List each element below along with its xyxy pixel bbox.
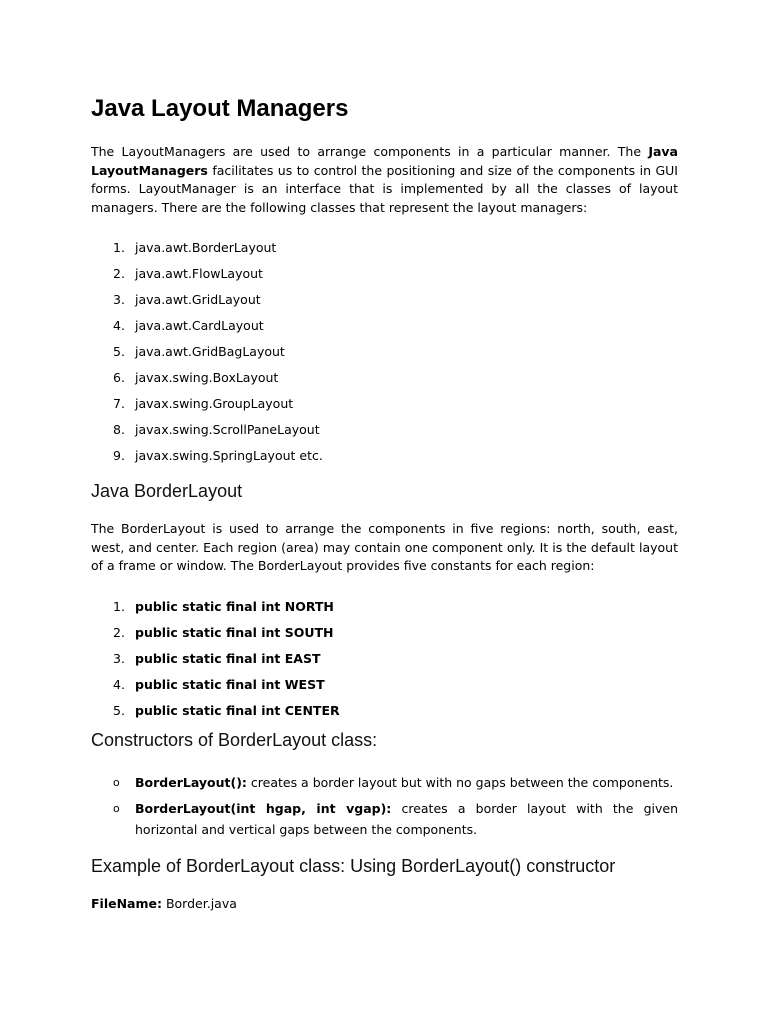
page-title: Java Layout Managers [91,95,349,122]
list-item: 7. javax.swing.GroupLayout [113,396,294,411]
border-layout-heading: Java BorderLayout [91,481,243,501]
constructors-list [91,772,678,840]
intro-text-1: The LayoutManagers are used to arrange components in a particular manner. The [91,144,649,159]
constructors-heading: Constructors of BorderLayout class: [91,729,378,750]
document-content [91,93,678,913]
list-item: 9. javax.swing.SpringLayout etc. [113,448,323,463]
list-item: 6. javax.swing.BoxLayout [113,370,279,385]
list-item: 5. public static final int CENTER [113,702,340,718]
layout-manager-list [91,239,678,473]
list-item: o BorderLayout(int hgap, int vgap): creates a border layout with the given horizontal and vertical gaps between the components. [91,798,678,840]
list-item: 1. java.awt.BorderLayout [113,240,277,255]
list-item: 8. javax.swing.ScrollPaneLayout [113,422,320,437]
list-item: 3. public static final int EAST [113,650,321,666]
list-item: 4. public static final int WEST [113,676,325,692]
intro-bold-term: Java LayoutManagers [91,144,678,178]
list-item: 3. java.awt.GridLayout [113,292,261,307]
list-item: 5. java.awt.GridBagLayout [113,344,285,359]
list-item: 4. java.awt.CardLayout [113,318,264,333]
list-item: 1. public static final int NORTH [113,598,334,614]
bullet-circle-icon: o [113,775,120,789]
bullet-circle-icon: o [113,801,120,815]
filename-line [91,895,678,913]
list-item: o BorderLayout(): creates a border layout but with no gaps between the components. [91,772,678,793]
border-constants-list [91,598,678,728]
border-layout-description: The BorderLayout is used to arrange the components in five regions: north, south, east, west, and center. Each region (area) may contain one component only. It is the default layout of a frame or window. The BorderLayout provides five constants for each region: [91,521,678,573]
list-item: 2. java.awt.FlowLayout [113,266,263,281]
filename-label: FileName: [91,895,162,911]
filename-value: Border.java [161,895,237,911]
intro-paragraph [91,143,678,217]
example-heading: Example of BorderLayout class: Using BorderLayout() constructor [91,855,616,876]
intro-text-2: facilitates us to control the positioning and size of the components in GUI forms. LayoutManager is an interface that is implemented by all the classes of layout managers. There are the following classes that represent the layout managers: [91,162,678,215]
list-item: 2. public static final int SOUTH [113,624,334,640]
